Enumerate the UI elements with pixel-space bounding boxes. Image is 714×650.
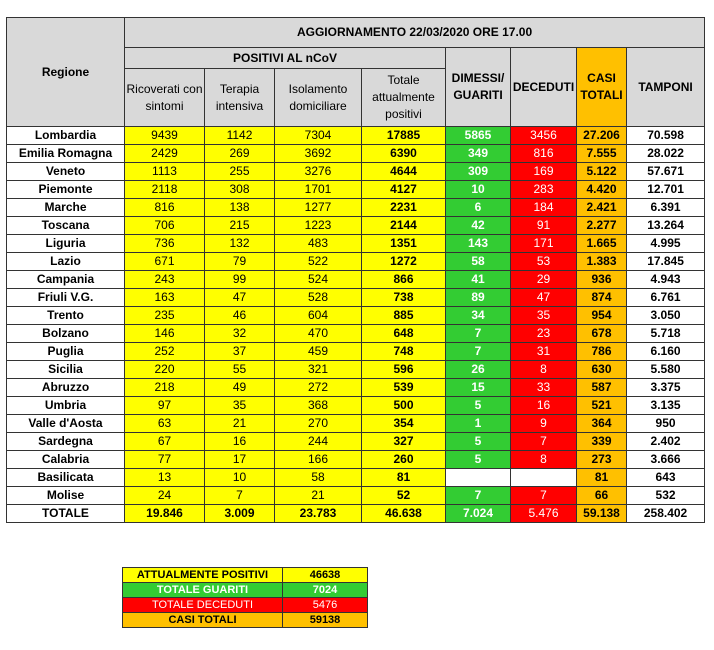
summary-totale-guariti-value: 7024 — [283, 583, 368, 598]
isolamento-value: 522 — [275, 253, 362, 271]
terapia-value: 32 — [205, 325, 275, 343]
region-name: Valle d'Aosta — [7, 415, 125, 433]
region-name: Piemonte — [7, 181, 125, 199]
ricoverati-value: 2429 — [125, 145, 205, 163]
totale-positivi-value: 596 — [362, 361, 446, 379]
totale-positivi-value: 17885 — [362, 127, 446, 145]
region-name: Toscana — [7, 217, 125, 235]
ricoverati-value: 2118 — [125, 181, 205, 199]
casi-totali-value: 1.383 — [577, 253, 627, 271]
deceduti-value: 8 — [511, 451, 577, 469]
ricoverati-value: 218 — [125, 379, 205, 397]
ricoverati-value: 67 — [125, 433, 205, 451]
table-row — [7, 343, 705, 361]
isolamento-value: 459 — [275, 343, 362, 361]
isolamento-value: 1701 — [275, 181, 362, 199]
deceduti-value: 7 — [511, 487, 577, 505]
tamponi-value: 2.402 — [627, 433, 705, 451]
casi-totali-value: 874 — [577, 289, 627, 307]
deceduti-value: 3456 — [511, 127, 577, 145]
isolamento-value: 1277 — [275, 199, 362, 217]
tamponi-value: 5.718 — [627, 325, 705, 343]
isolamento-value: 244 — [275, 433, 362, 451]
ricoverati-value: 671 — [125, 253, 205, 271]
table-row — [7, 307, 705, 325]
deceduti-value: 16 — [511, 397, 577, 415]
totale-positivi-value: 738 — [362, 289, 446, 307]
terapia-value: 55 — [205, 361, 275, 379]
deceduti-value: 23 — [511, 325, 577, 343]
deceduti-value: 283 — [511, 181, 577, 199]
casi-totali-value: 339 — [577, 433, 627, 451]
casi-totali-value: 273 — [577, 451, 627, 469]
dimessi-value: 41 — [446, 271, 511, 289]
region-name: Puglia — [7, 343, 125, 361]
summary-casi-totali-label: CASI TOTALI — [123, 613, 283, 628]
tamponi-value: 643 — [627, 469, 705, 487]
region-name: Basilicata — [7, 469, 125, 487]
casi-totali-value: 2.421 — [577, 199, 627, 217]
dimessi-value: 143 — [446, 235, 511, 253]
table-row — [7, 487, 705, 505]
casi-totali-value: 521 — [577, 397, 627, 415]
deceduti-value: 171 — [511, 235, 577, 253]
ricoverati-value: 252 — [125, 343, 205, 361]
totale-positivi-value: 866 — [362, 271, 446, 289]
summary-casi-totali-value: 59138 — [283, 613, 368, 628]
ricoverati-value: 19.846 — [125, 505, 205, 523]
casi-totali-value: 5.122 — [577, 163, 627, 181]
deceduti-value — [511, 469, 577, 487]
casi-totali-value: 936 — [577, 271, 627, 289]
terapia-value: 10 — [205, 469, 275, 487]
table-row — [7, 235, 705, 253]
header-positivi-group: POSITIVI AL nCoV — [125, 48, 446, 69]
casi-totali-value: 7.555 — [577, 145, 627, 163]
table-row — [7, 325, 705, 343]
dimessi-value: 34 — [446, 307, 511, 325]
dimessi-value: 7 — [446, 343, 511, 361]
summary-totale-deceduti-value: 5476 — [283, 598, 368, 613]
region-name: Trento — [7, 307, 125, 325]
ricoverati-value: 24 — [125, 487, 205, 505]
header-ricoverati: Ricoverati con sintomi — [125, 69, 205, 127]
deceduti-value: 33 — [511, 379, 577, 397]
casi-totali-value: 4.420 — [577, 181, 627, 199]
terapia-value: 215 — [205, 217, 275, 235]
region-name: Campania — [7, 271, 125, 289]
totale-positivi-value: 2231 — [362, 199, 446, 217]
summary-row-totale-guariti — [123, 583, 368, 598]
tamponi-value: 3.050 — [627, 307, 705, 325]
table-row — [7, 451, 705, 469]
ricoverati-value: 816 — [125, 199, 205, 217]
totale-positivi-value: 81 — [362, 469, 446, 487]
terapia-value: 46 — [205, 307, 275, 325]
casi-totali-value: 1.665 — [577, 235, 627, 253]
ricoverati-value: 146 — [125, 325, 205, 343]
isolamento-value: 524 — [275, 271, 362, 289]
isolamento-value: 3276 — [275, 163, 362, 181]
isolamento-value: 23.783 — [275, 505, 362, 523]
dimessi-value: 5865 — [446, 127, 511, 145]
isolamento-value: 7304 — [275, 127, 362, 145]
isolamento-value: 470 — [275, 325, 362, 343]
dimessi-value: 58 — [446, 253, 511, 271]
region-name: Calabria — [7, 451, 125, 469]
ricoverati-value: 736 — [125, 235, 205, 253]
tamponi-value: 4.995 — [627, 235, 705, 253]
tamponi-value: 28.022 — [627, 145, 705, 163]
table-row — [7, 469, 705, 487]
total-row — [7, 505, 705, 523]
table-row — [7, 271, 705, 289]
casi-totali-value: 954 — [577, 307, 627, 325]
terapia-value: 1142 — [205, 127, 275, 145]
dimessi-value: 7 — [446, 325, 511, 343]
summary-attualmente-positivi-value: 46638 — [283, 568, 368, 583]
dimessi-value: 15 — [446, 379, 511, 397]
totale-positivi-value: 4644 — [362, 163, 446, 181]
isolamento-value: 483 — [275, 235, 362, 253]
summary-table — [122, 567, 368, 628]
region-name: Sardegna — [7, 433, 125, 451]
header-terapia: Terapia intensiva — [205, 69, 275, 127]
totale-positivi-value: 2144 — [362, 217, 446, 235]
region-name: Molise — [7, 487, 125, 505]
region-name: Abruzzo — [7, 379, 125, 397]
dimessi-value: 309 — [446, 163, 511, 181]
region-name: Veneto — [7, 163, 125, 181]
casi-totali-value: 587 — [577, 379, 627, 397]
isolamento-value: 166 — [275, 451, 362, 469]
table-row — [7, 163, 705, 181]
dimessi-value — [446, 469, 511, 487]
tamponi-value: 6.761 — [627, 289, 705, 307]
dimessi-value: 5 — [446, 433, 511, 451]
ricoverati-value: 63 — [125, 415, 205, 433]
casi-totali-value: 66 — [577, 487, 627, 505]
ricoverati-value: 97 — [125, 397, 205, 415]
table-row — [7, 415, 705, 433]
ricoverati-value: 235 — [125, 307, 205, 325]
dimessi-value: 10 — [446, 181, 511, 199]
terapia-value: 308 — [205, 181, 275, 199]
table-row — [7, 361, 705, 379]
terapia-value: 99 — [205, 271, 275, 289]
regional-data-table — [6, 17, 705, 523]
tamponi-value: 258.402 — [627, 505, 705, 523]
totale-positivi-value: 52 — [362, 487, 446, 505]
region-name: Emilia Romagna — [7, 145, 125, 163]
totale-positivi-value: 260 — [362, 451, 446, 469]
tamponi-value: 17.845 — [627, 253, 705, 271]
terapia-value: 255 — [205, 163, 275, 181]
deceduti-value: 91 — [511, 217, 577, 235]
dimessi-value: 7.024 — [446, 505, 511, 523]
isolamento-value: 272 — [275, 379, 362, 397]
deceduti-value: 8 — [511, 361, 577, 379]
table-row — [7, 199, 705, 217]
table-row — [7, 433, 705, 451]
region-name: Liguria — [7, 235, 125, 253]
summary-attualmente-positivi-label: ATTUALMENTE POSITIVI — [123, 568, 283, 583]
totale-positivi-value: 327 — [362, 433, 446, 451]
tamponi-value: 950 — [627, 415, 705, 433]
deceduti-value: 184 — [511, 199, 577, 217]
dimessi-value: 5 — [446, 451, 511, 469]
tamponi-value: 3.666 — [627, 451, 705, 469]
dimessi-value: 1 — [446, 415, 511, 433]
terapia-value: 269 — [205, 145, 275, 163]
header-isolamento: Isolamento domiciliare — [275, 69, 362, 127]
terapia-value: 79 — [205, 253, 275, 271]
table-row — [7, 145, 705, 163]
ricoverati-value: 13 — [125, 469, 205, 487]
isolamento-value: 604 — [275, 307, 362, 325]
totale-positivi-value: 354 — [362, 415, 446, 433]
ricoverati-value: 706 — [125, 217, 205, 235]
isolamento-value: 58 — [275, 469, 362, 487]
deceduti-value: 53 — [511, 253, 577, 271]
table-row — [7, 127, 705, 145]
totale-positivi-value: 539 — [362, 379, 446, 397]
totale-positivi-value: 46.638 — [362, 505, 446, 523]
dimessi-value: 6 — [446, 199, 511, 217]
casi-totali-value: 81 — [577, 469, 627, 487]
header-deceduti: DECEDUTI — [511, 48, 577, 127]
dimessi-value: 42 — [446, 217, 511, 235]
totale-positivi-value: 6390 — [362, 145, 446, 163]
dimessi-value: 26 — [446, 361, 511, 379]
tamponi-value: 57.671 — [627, 163, 705, 181]
deceduti-value: 31 — [511, 343, 577, 361]
isolamento-value: 368 — [275, 397, 362, 415]
terapia-value: 49 — [205, 379, 275, 397]
table-row — [7, 181, 705, 199]
isolamento-value: 321 — [275, 361, 362, 379]
tamponi-value: 6.391 — [627, 199, 705, 217]
table-row — [7, 289, 705, 307]
ricoverati-value: 9439 — [125, 127, 205, 145]
deceduti-value: 7 — [511, 433, 577, 451]
header-casi-totali: CASI TOTALI — [577, 48, 627, 127]
casi-totali-value: 786 — [577, 343, 627, 361]
region-name: Lazio — [7, 253, 125, 271]
terapia-value: 132 — [205, 235, 275, 253]
ricoverati-value: 77 — [125, 451, 205, 469]
deceduti-value: 169 — [511, 163, 577, 181]
tamponi-value: 3.375 — [627, 379, 705, 397]
dimessi-value: 349 — [446, 145, 511, 163]
summary-totale-deceduti-label: TOTALE DECEDUTI — [123, 598, 283, 613]
terapia-value: 7 — [205, 487, 275, 505]
totale-positivi-value: 500 — [362, 397, 446, 415]
header-regione: Regione — [7, 18, 125, 127]
casi-totali-value: 678 — [577, 325, 627, 343]
casi-totali-value: 630 — [577, 361, 627, 379]
tamponi-value: 12.701 — [627, 181, 705, 199]
dimessi-value: 89 — [446, 289, 511, 307]
isolamento-value: 21 — [275, 487, 362, 505]
tamponi-value: 6.160 — [627, 343, 705, 361]
table-row — [7, 379, 705, 397]
table-row — [7, 217, 705, 235]
dimessi-value: 7 — [446, 487, 511, 505]
deceduti-value: 9 — [511, 415, 577, 433]
tamponi-value: 3.135 — [627, 397, 705, 415]
isolamento-value: 528 — [275, 289, 362, 307]
tamponi-value: 4.943 — [627, 271, 705, 289]
terapia-value: 3.009 — [205, 505, 275, 523]
summary-row-casi-totali — [123, 613, 368, 628]
terapia-value: 21 — [205, 415, 275, 433]
terapia-value: 17 — [205, 451, 275, 469]
dimessi-value: 5 — [446, 397, 511, 415]
ricoverati-value: 163 — [125, 289, 205, 307]
tamponi-value: 5.580 — [627, 361, 705, 379]
casi-totali-value: 27.206 — [577, 127, 627, 145]
update-title: AGGIORNAMENTO 22/03/2020 ORE 17.00 — [125, 18, 705, 48]
totale-positivi-value: 1351 — [362, 235, 446, 253]
region-name: Umbria — [7, 397, 125, 415]
terapia-value: 16 — [205, 433, 275, 451]
deceduti-value: 47 — [511, 289, 577, 307]
isolamento-value: 3692 — [275, 145, 362, 163]
casi-totali-value: 59.138 — [577, 505, 627, 523]
totale-positivi-value: 648 — [362, 325, 446, 343]
summary-totale-guariti-label: TOTALE GUARITI — [123, 583, 283, 598]
totale-positivi-value: 4127 — [362, 181, 446, 199]
deceduti-value: 816 — [511, 145, 577, 163]
casi-totali-value: 364 — [577, 415, 627, 433]
deceduti-value: 35 — [511, 307, 577, 325]
summary-row-attualmente-positivi — [123, 568, 368, 583]
totale-positivi-value: 1272 — [362, 253, 446, 271]
deceduti-value: 5.476 — [511, 505, 577, 523]
ricoverati-value: 220 — [125, 361, 205, 379]
ricoverati-value: 243 — [125, 271, 205, 289]
totale-positivi-value: 885 — [362, 307, 446, 325]
table-row — [7, 397, 705, 415]
deceduti-value: 29 — [511, 271, 577, 289]
terapia-value: 35 — [205, 397, 275, 415]
casi-totali-value: 2.277 — [577, 217, 627, 235]
tamponi-value: 13.264 — [627, 217, 705, 235]
table-body — [7, 127, 705, 523]
isolamento-value: 270 — [275, 415, 362, 433]
isolamento-value: 1223 — [275, 217, 362, 235]
region-name: Bolzano — [7, 325, 125, 343]
table-row — [7, 253, 705, 271]
region-name: Lombardia — [7, 127, 125, 145]
region-name: TOTALE — [7, 505, 125, 523]
region-name: Sicilia — [7, 361, 125, 379]
summary-row-totale-deceduti — [123, 598, 368, 613]
header-tamponi: TAMPONI — [627, 48, 705, 127]
region-name: Marche — [7, 199, 125, 217]
terapia-value: 47 — [205, 289, 275, 307]
tamponi-value: 70.598 — [627, 127, 705, 145]
ricoverati-value: 1113 — [125, 163, 205, 181]
terapia-value: 138 — [205, 199, 275, 217]
terapia-value: 37 — [205, 343, 275, 361]
tamponi-value: 532 — [627, 487, 705, 505]
totale-positivi-value: 748 — [362, 343, 446, 361]
header-dimessi: DIMESSI/ GUARITI — [446, 48, 511, 127]
region-name: Friuli V.G. — [7, 289, 125, 307]
header-totale-positivi: Totale attualmente positivi — [362, 69, 446, 127]
